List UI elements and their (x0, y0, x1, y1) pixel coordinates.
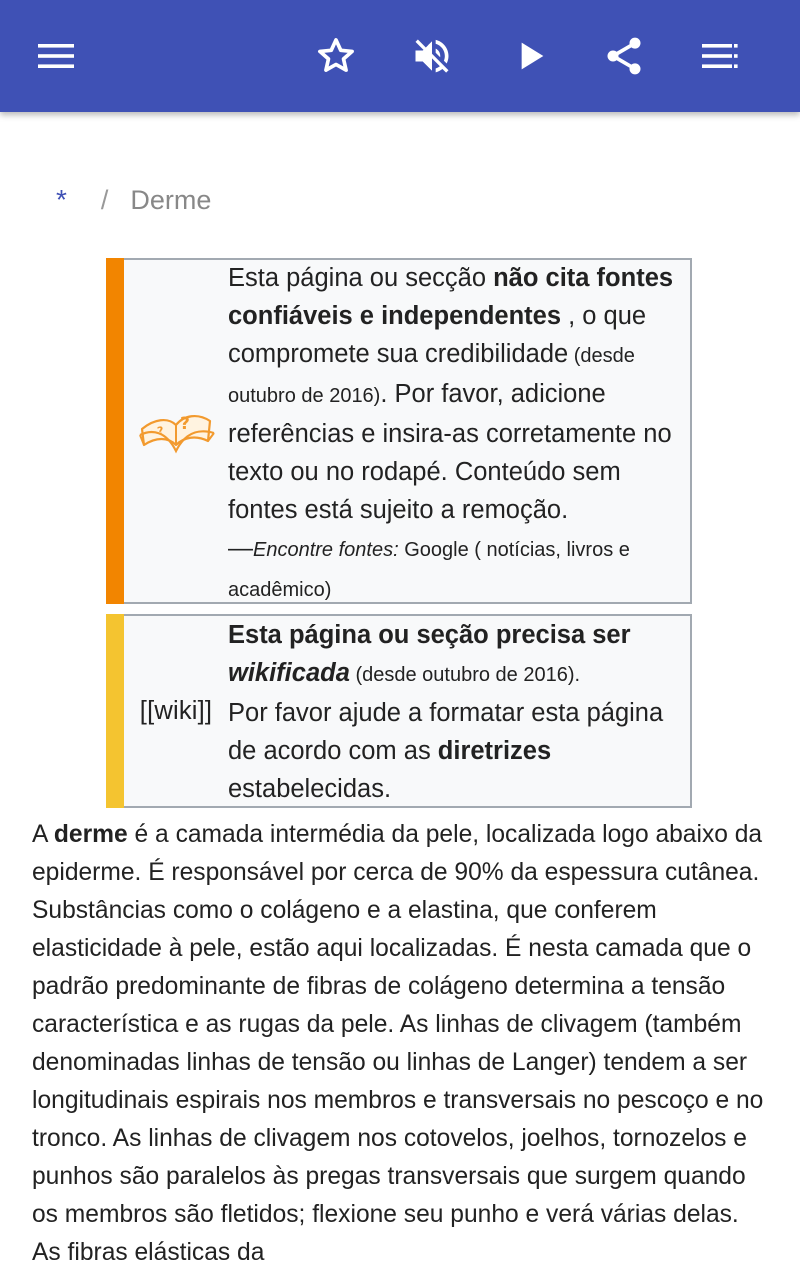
notice-date: (desde outubro de 2016) (228, 345, 635, 407)
notice-wikify-text (228, 616, 690, 806)
article-term: derme (53, 821, 128, 848)
wiki-markup-icon (124, 616, 228, 806)
notice-bold-text: Esta página ou seção precisa ser (228, 621, 631, 649)
play-icon[interactable] (500, 26, 560, 86)
notice-text: Esta página ou secção (228, 264, 494, 292)
find-sources-links[interactable]: Google ( notícias, livros e acadêmico) (228, 539, 630, 601)
notice-text: , o que compromete sua credibilidade (228, 302, 647, 368)
notice-wikify (106, 614, 692, 808)
breadcrumb-home-link[interactable]: * (56, 184, 67, 215)
article-text: A (32, 821, 54, 848)
svg-text:?: ? (156, 424, 165, 438)
diretrizes-link[interactable]: diretrizes (437, 737, 552, 765)
notice-text: Por favor ajude a formatar esta página de acordo com as (228, 699, 664, 765)
book-question-icon (124, 260, 228, 602)
list-icon[interactable] (690, 26, 750, 86)
star-outline-icon[interactable] (306, 26, 366, 86)
notice-no-sources (106, 258, 692, 604)
breadcrumb-current: Derme (130, 184, 212, 215)
notice-stripe (106, 614, 124, 808)
article-body (32, 816, 772, 1272)
find-sources-label: Encontre fontes: (253, 539, 399, 561)
notice-text: . Por favor, adicione referências e insira-as corretamente no texto ou no rodapé. Conteúdo sem fontes está sujeito a remoção. (228, 380, 672, 524)
article-paragraph (32, 816, 772, 1272)
svg-text:?: ? (180, 414, 190, 434)
volume-off-icon[interactable] (402, 26, 462, 86)
share-icon[interactable] (594, 26, 654, 86)
breadcrumb-separator: / (100, 184, 109, 215)
notice-bold-text: não cita fontes confiáveis e independentes (228, 264, 674, 330)
notice-text: estabelecidas. (228, 775, 392, 803)
notice-no-sources-text (228, 259, 690, 602)
breadcrumb (56, 178, 211, 222)
wiki-icon-text: [[wiki]] (139, 696, 213, 725)
notice-stripe (106, 258, 124, 604)
notice-dash: — (228, 534, 253, 562)
notice-date: (desde outubro de 2016). (349, 664, 581, 686)
hamburger-menu-icon[interactable] (26, 26, 86, 86)
app-toolbar (0, 0, 800, 112)
article-text: é a camada intermédia da pele, localizada logo abaixo da epiderme. É responsável por cerca de 90% da espessura cutânea. Substâncias como o colágeno e a elastina, que conferem elasticidade à pele, estão aqui localizadas. É nesta camada que o padrão predominante de fibras de colágeno determina a tensão característica e as rugas da pele. As linhas de clivagem (também denominadas linhas de tensão ou linhas de Langer) tendem a ser longitudinais espirais nos membros e transversais no pescoço e no tronco. As linhas de clivagem nos cotovelos, joelhos, tornozelos e punhos são paralelos às pregas transversais que surgem quando os membros são fletidos; flexione seu punho e verá várias delas. As fibras elásticas da (32, 821, 764, 1266)
wikificada-link[interactable]: wikificada (228, 659, 350, 687)
